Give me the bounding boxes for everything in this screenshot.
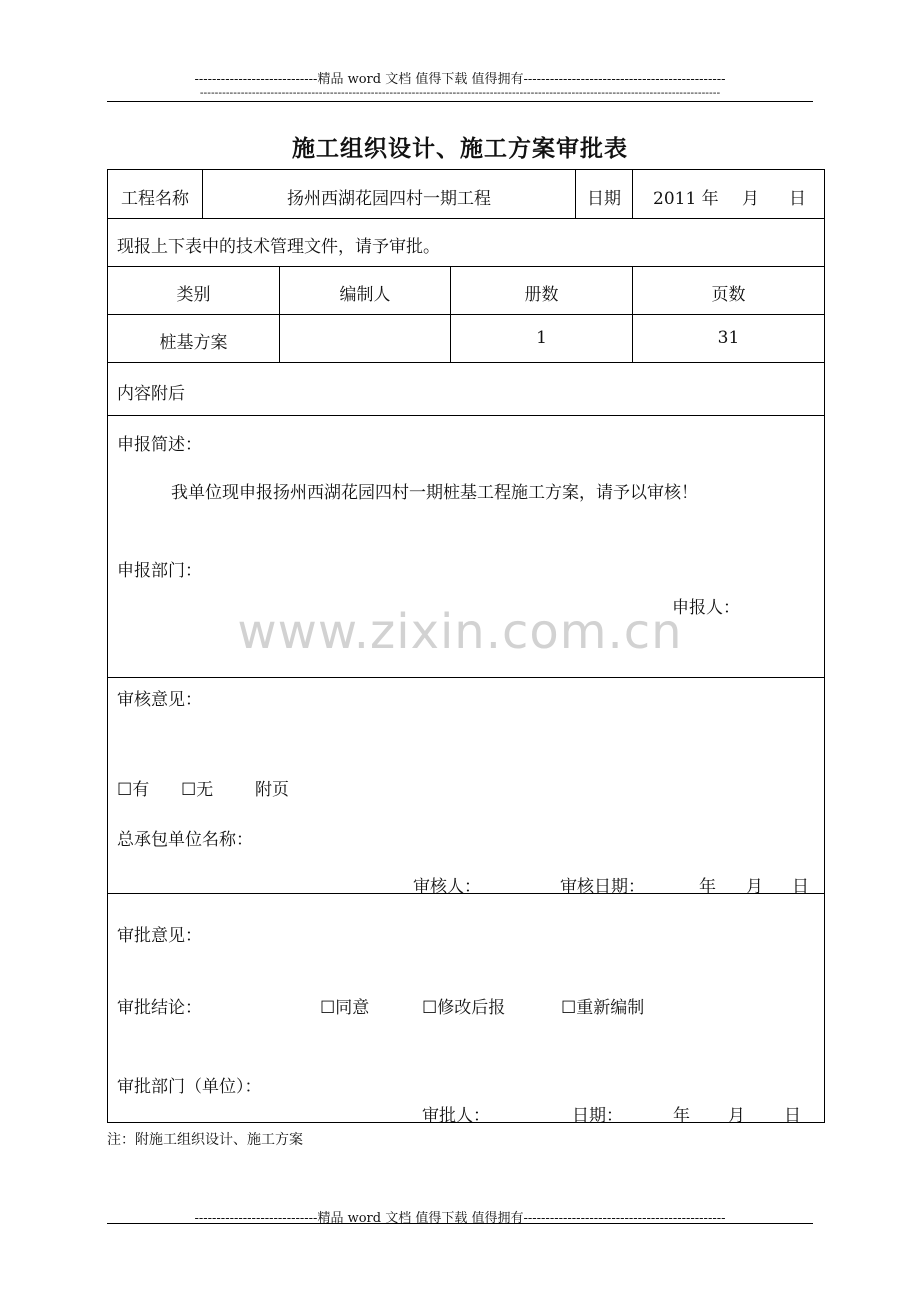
row-divider [108, 218, 824, 219]
date-month: 月 [742, 189, 759, 209]
review-day: 日 [792, 877, 809, 897]
date-day: 日 [789, 189, 806, 209]
header-rule [107, 101, 813, 102]
col-header-category: 类别 [176, 285, 211, 305]
approval-conclusion-label: 审批结论： [117, 998, 202, 1018]
review-attach-label: 附页 [255, 780, 289, 800]
header-dash-line: -------------------------------------------------------------------------------------------------------------------------------------------- [199, 86, 721, 99]
approval-label: 审批意见： [117, 926, 202, 946]
report-text: 我单位现申报扬州西湖花园四村一期桩基工程施工方案，请予以审核！ [171, 483, 698, 503]
col-header-pages: 页数 [711, 285, 746, 305]
report-person-label: 申报人： [672, 598, 740, 618]
review-year: 年 [699, 877, 716, 897]
cell-pages: 31 [717, 328, 740, 348]
approval-day: 日 [784, 1106, 801, 1126]
review-label: 审核意见： [117, 690, 202, 710]
project-name-label: 工程名称 [121, 189, 189, 209]
col-header-author: 编制人 [339, 285, 391, 305]
col-header-volumes: 册数 [524, 285, 559, 305]
date-label: 日期 [587, 189, 621, 209]
page-title: 施工组织设计、施工方案审批表 [292, 135, 628, 162]
header-banner: ----------------------------精品 word 文档 值得下载 值得拥有---------------------------------------------- [194, 72, 726, 87]
footnote: 注：附施工组织设计、施工方案 [107, 1132, 303, 1148]
approval-option-revise[interactable]: ☐修改后报 [422, 998, 506, 1018]
row-divider [108, 415, 824, 416]
approval-month: 月 [728, 1106, 745, 1126]
footer-rule [107, 1223, 813, 1224]
review-option-no[interactable]: ☐无 [181, 780, 214, 800]
date-year: 2011 年 [653, 189, 719, 209]
approval-year: 年 [673, 1106, 690, 1126]
contractor-label: 总承包单位名称： [117, 830, 253, 850]
row-divider [108, 362, 824, 363]
approver-label: 审批人： [422, 1106, 490, 1126]
review-option-yes[interactable]: ☐有 [117, 780, 150, 800]
cell-category: 桩基方案 [159, 333, 228, 353]
approval-date-label: 日期： [572, 1106, 623, 1126]
row-divider [108, 266, 824, 267]
approval-option-agree[interactable]: ☐同意 [320, 998, 370, 1018]
reviewer-label: 审核人： [413, 877, 481, 897]
review-month: 月 [746, 877, 763, 897]
report-label: 申报简述： [117, 435, 202, 455]
cell-volumes: 1 [536, 328, 547, 348]
report-dept-label: 申报部门： [117, 561, 202, 581]
row-divider [108, 314, 824, 315]
intro-text: 现报上下表中的技术管理文件，请予审批。 [117, 237, 440, 257]
watermark: www.zixin.com.cn [237, 604, 683, 660]
content-note: 内容附后 [117, 384, 185, 404]
footer-banner: ----------------------------精品 word 文档 值得下载 值得拥有---------------------------------------------- [194, 1211, 726, 1226]
approval-dept-label: 审批部门（单位）： [117, 1077, 262, 1097]
project-name-value: 扬州西湖花园四村一期工程 [287, 189, 491, 209]
row-divider [108, 677, 824, 678]
col-divider [632, 170, 633, 218]
approval-option-redo[interactable]: ☐重新编制 [561, 998, 645, 1018]
review-date-label: 审核日期： [560, 877, 645, 897]
